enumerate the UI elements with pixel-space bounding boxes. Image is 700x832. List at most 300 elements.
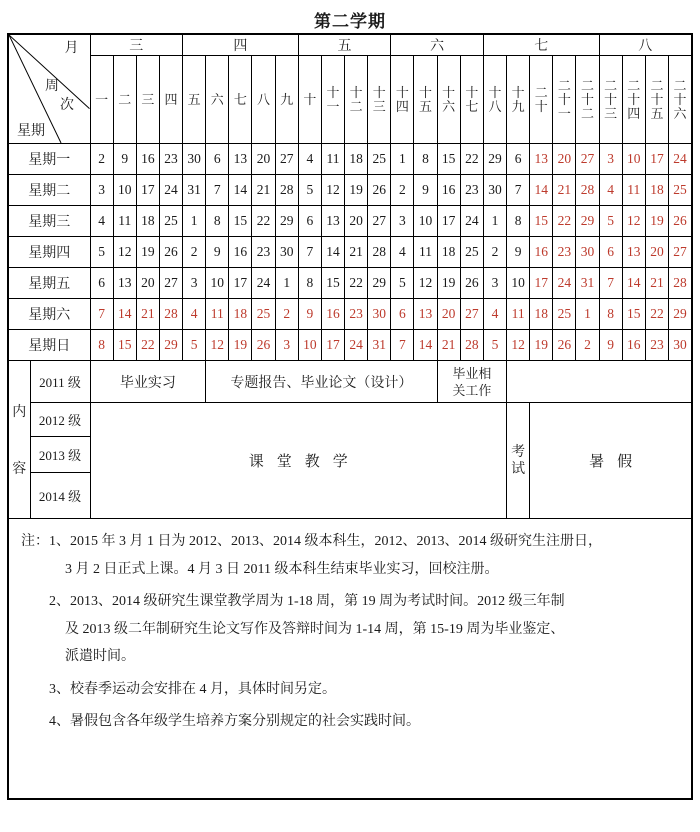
summer-vacation-cell: 暑假 bbox=[530, 403, 692, 519]
week-number-char: 二 bbox=[650, 77, 664, 93]
date-cell: 31 bbox=[576, 268, 599, 299]
date-cell: 17 bbox=[645, 144, 668, 175]
week-header bbox=[136, 56, 159, 144]
note: 2、2013、2014 级研究生课堂教学周为 1-18 周，第 19 周为考试时间。2012 级三年制 及 2013 级二年制研究生论文写作及答辩时间为 1-14 周，第 15-19 周为毕业鉴定、 派遣时间。 bbox=[49, 594, 565, 664]
date-cell: 30 bbox=[576, 237, 599, 268]
week-number-vertical bbox=[646, 57, 668, 143]
date-cell: 4 bbox=[483, 299, 506, 330]
date-cell: 26 bbox=[368, 175, 391, 206]
date-cell: 1 bbox=[391, 144, 414, 175]
notes-row bbox=[8, 519, 692, 799]
date-cell: 9 bbox=[206, 237, 229, 268]
date-cell: 19 bbox=[437, 268, 460, 299]
week-number-char: 九 bbox=[280, 91, 294, 107]
date-cell: 9 bbox=[414, 175, 437, 206]
date-cell: 15 bbox=[113, 330, 136, 361]
date-cell: 2 bbox=[275, 299, 298, 330]
week-header bbox=[391, 56, 414, 144]
weekday-row bbox=[8, 299, 692, 330]
date-cell: 29 bbox=[669, 299, 692, 330]
activity-cell: 专题报告、毕业论文（设计） bbox=[206, 361, 437, 403]
week-number-char: 四 bbox=[627, 105, 641, 121]
week-header bbox=[183, 56, 206, 144]
date-cell: 30 bbox=[483, 175, 506, 206]
date-cell: 17 bbox=[530, 268, 553, 299]
week-number-vertical bbox=[600, 57, 622, 143]
week-number-char: 一 bbox=[95, 91, 109, 107]
date-cell: 18 bbox=[437, 237, 460, 268]
weekday-row-label: 星期二 bbox=[8, 175, 90, 206]
week-number-char: 二 bbox=[604, 77, 618, 93]
week-header bbox=[252, 56, 275, 144]
date-cell: 5 bbox=[391, 268, 414, 299]
activity-cell: 毕业相关工作 bbox=[437, 361, 506, 403]
date-cell: 1 bbox=[183, 206, 206, 237]
content-section-char: 内 bbox=[12, 405, 27, 421]
corner-cell bbox=[8, 34, 90, 144]
date-cell: 16 bbox=[321, 299, 344, 330]
week-number-char: 十 bbox=[534, 98, 548, 114]
date-cell: 19 bbox=[229, 330, 252, 361]
date-cell: 8 bbox=[298, 268, 321, 299]
week-number-char: 二 bbox=[581, 77, 595, 93]
week-number-char: 二 bbox=[581, 105, 595, 121]
date-cell: 6 bbox=[90, 268, 113, 299]
date-cell: 21 bbox=[136, 299, 159, 330]
week-number-char: 八 bbox=[257, 91, 271, 107]
week-number-char: 一 bbox=[326, 98, 340, 114]
date-cell: 1 bbox=[275, 268, 298, 299]
date-cell: 31 bbox=[368, 330, 391, 361]
week-header bbox=[622, 56, 645, 144]
date-cell: 26 bbox=[553, 330, 576, 361]
date-cell: 2 bbox=[183, 237, 206, 268]
date-cell: 23 bbox=[252, 237, 275, 268]
date-cell: 3 bbox=[599, 144, 622, 175]
calendar-table bbox=[7, 33, 693, 800]
week-number-char: 四 bbox=[164, 91, 178, 107]
notes-cell bbox=[8, 519, 692, 799]
date-cell: 28 bbox=[159, 299, 182, 330]
date-cell: 3 bbox=[183, 268, 206, 299]
date-cell: 23 bbox=[345, 299, 368, 330]
date-cell: 2 bbox=[483, 237, 506, 268]
week-number-vertical bbox=[438, 57, 460, 143]
date-cell: 9 bbox=[298, 299, 321, 330]
week-number-vertical bbox=[114, 57, 136, 143]
date-cell: 28 bbox=[669, 268, 692, 299]
date-cell: 3 bbox=[483, 268, 506, 299]
week-number-vertical bbox=[160, 57, 182, 143]
date-cell: 29 bbox=[159, 330, 182, 361]
date-cell: 25 bbox=[159, 206, 182, 237]
week-number-char: 十 bbox=[650, 91, 664, 107]
date-cell: 2 bbox=[576, 330, 599, 361]
date-cell: 17 bbox=[229, 268, 252, 299]
week-header bbox=[437, 56, 460, 144]
week-number-char: 十 bbox=[557, 91, 571, 107]
date-cell: 27 bbox=[576, 144, 599, 175]
weekday-row-label: 星期日 bbox=[8, 330, 90, 361]
date-cell: 22 bbox=[460, 144, 483, 175]
week-number-char: 十 bbox=[303, 91, 317, 107]
week-number-char: 六 bbox=[673, 105, 687, 121]
date-cell: 13 bbox=[414, 299, 437, 330]
date-cell: 5 bbox=[298, 175, 321, 206]
date-cell: 23 bbox=[645, 330, 668, 361]
grade-label: 2014 级 bbox=[30, 473, 90, 519]
week-header bbox=[507, 56, 530, 144]
week-number-char: 二 bbox=[557, 77, 571, 93]
weekday-row-label: 星期三 bbox=[8, 206, 90, 237]
content-row-2012 bbox=[8, 403, 692, 437]
date-cell: 24 bbox=[669, 144, 692, 175]
date-cell: 18 bbox=[136, 206, 159, 237]
week-header bbox=[483, 56, 506, 144]
weekday-row bbox=[8, 206, 692, 237]
week-number-char: 五 bbox=[187, 91, 201, 107]
date-cell: 30 bbox=[183, 144, 206, 175]
content-row-2011 bbox=[8, 361, 692, 403]
weekday-row bbox=[8, 175, 692, 206]
date-cell: 14 bbox=[622, 268, 645, 299]
week-number-char: 二 bbox=[349, 98, 363, 114]
date-cell: 9 bbox=[507, 237, 530, 268]
week-number-char: 四 bbox=[395, 98, 409, 114]
week-number-char: 二 bbox=[534, 84, 548, 100]
week-number-char: 九 bbox=[511, 98, 525, 114]
week-number-char: 七 bbox=[465, 98, 479, 114]
week-number-vertical bbox=[91, 57, 113, 143]
weekday-row-label: 星期一 bbox=[8, 144, 90, 175]
week-header bbox=[90, 56, 113, 144]
date-cell: 4 bbox=[599, 175, 622, 206]
date-cell: 15 bbox=[530, 206, 553, 237]
date-cell: 11 bbox=[113, 206, 136, 237]
date-cell: 25 bbox=[252, 299, 275, 330]
date-cell: 26 bbox=[252, 330, 275, 361]
date-cell: 8 bbox=[507, 206, 530, 237]
week-number-vertical bbox=[391, 57, 413, 143]
week-number-char: 三 bbox=[372, 98, 386, 114]
date-cell: 15 bbox=[321, 268, 344, 299]
week-number-char: 十 bbox=[627, 91, 641, 107]
date-cell: 10 bbox=[414, 206, 437, 237]
activity-cell: 毕业实习 bbox=[90, 361, 206, 403]
grade-label: 2012 级 bbox=[30, 403, 90, 437]
week-header bbox=[530, 56, 553, 144]
date-cell: 7 bbox=[298, 237, 321, 268]
date-cell: 23 bbox=[159, 144, 182, 175]
date-cell: 20 bbox=[345, 206, 368, 237]
week-number-vertical bbox=[299, 57, 321, 143]
corner-weekday-label: 星期 bbox=[17, 124, 45, 139]
date-cell: 19 bbox=[345, 175, 368, 206]
corner-week-label-char1: 周 bbox=[45, 79, 59, 94]
week-number-char: 六 bbox=[442, 98, 456, 114]
date-cell: 12 bbox=[414, 268, 437, 299]
date-cell: 15 bbox=[437, 144, 460, 175]
week-header bbox=[645, 56, 668, 144]
note: 注：1、2015 年 3 月 1 日为 2012、2013、2014 级本科生，2012、2013、2014 级研究生注册日， 3 月 2 日正式上课。4 月 3 日 2011 级本科生结束毕业实习，回校注册。 bbox=[21, 534, 602, 577]
date-cell: 12 bbox=[622, 206, 645, 237]
date-cell: 29 bbox=[368, 268, 391, 299]
week-number-vertical bbox=[553, 57, 575, 143]
date-cell: 18 bbox=[645, 175, 668, 206]
date-cell: 5 bbox=[483, 330, 506, 361]
date-cell: 11 bbox=[321, 144, 344, 175]
week-header bbox=[576, 56, 599, 144]
date-cell: 20 bbox=[645, 237, 668, 268]
date-cell: 14 bbox=[321, 237, 344, 268]
week-header bbox=[206, 56, 229, 144]
exam-char: 试 bbox=[511, 461, 526, 477]
week-header bbox=[414, 56, 437, 144]
date-cell: 19 bbox=[645, 206, 668, 237]
date-cell: 27 bbox=[669, 237, 692, 268]
date-cell: 20 bbox=[553, 144, 576, 175]
week-number-char: 十 bbox=[604, 91, 618, 107]
week-header bbox=[321, 56, 344, 144]
date-cell: 20 bbox=[252, 144, 275, 175]
date-cell: 14 bbox=[113, 299, 136, 330]
date-cell: 30 bbox=[669, 330, 692, 361]
week-number-vertical bbox=[461, 57, 483, 143]
page-title: 第二学期 bbox=[314, 12, 386, 31]
week-number-char: 十 bbox=[673, 91, 687, 107]
corner-week-label-char2: 次 bbox=[60, 98, 74, 113]
date-cell: 28 bbox=[275, 175, 298, 206]
week-number-char: 二 bbox=[627, 77, 641, 93]
week-number-vertical bbox=[206, 57, 228, 143]
date-cell: 21 bbox=[345, 237, 368, 268]
date-cell: 1 bbox=[576, 299, 599, 330]
date-cell: 11 bbox=[622, 175, 645, 206]
date-cell: 27 bbox=[368, 206, 391, 237]
weekday-row-label: 星期五 bbox=[8, 268, 90, 299]
month-header-row bbox=[8, 34, 692, 56]
date-cell: 4 bbox=[183, 299, 206, 330]
week-number-char: 五 bbox=[650, 105, 664, 121]
week-number-char: 十 bbox=[442, 84, 456, 100]
weekday-row-label: 星期六 bbox=[8, 299, 90, 330]
date-cell: 22 bbox=[345, 268, 368, 299]
date-cell: 5 bbox=[599, 206, 622, 237]
date-cell: 15 bbox=[622, 299, 645, 330]
corner-month-label: 月 bbox=[64, 41, 79, 56]
date-cell: 24 bbox=[159, 175, 182, 206]
date-cell: 14 bbox=[229, 175, 252, 206]
exam-cell bbox=[507, 403, 530, 519]
date-cell: 20 bbox=[437, 299, 460, 330]
date-cell: 13 bbox=[321, 206, 344, 237]
date-cell: 6 bbox=[599, 237, 622, 268]
week-number-vertical bbox=[414, 57, 436, 143]
week-number-vertical bbox=[345, 57, 367, 143]
week-number-vertical bbox=[507, 57, 529, 143]
content-section-label-vertical bbox=[9, 365, 30, 515]
date-cell: 16 bbox=[437, 175, 460, 206]
date-cell: 22 bbox=[136, 330, 159, 361]
date-cell: 14 bbox=[414, 330, 437, 361]
date-cell: 22 bbox=[553, 206, 576, 237]
date-cell: 21 bbox=[645, 268, 668, 299]
date-cell: 16 bbox=[622, 330, 645, 361]
date-cell: 24 bbox=[252, 268, 275, 299]
week-number-vertical bbox=[623, 57, 645, 143]
date-cell: 4 bbox=[391, 237, 414, 268]
date-cell: 7 bbox=[90, 299, 113, 330]
date-cell: 27 bbox=[460, 299, 483, 330]
week-header bbox=[368, 56, 391, 144]
date-cell: 13 bbox=[530, 144, 553, 175]
date-cell: 16 bbox=[136, 144, 159, 175]
date-cell: 30 bbox=[368, 299, 391, 330]
weekday-row bbox=[8, 268, 692, 299]
date-cell: 24 bbox=[460, 206, 483, 237]
date-cell: 25 bbox=[669, 175, 692, 206]
week-number-char: 七 bbox=[233, 91, 247, 107]
week-number-char: 八 bbox=[488, 98, 502, 114]
date-cell: 17 bbox=[321, 330, 344, 361]
date-cell: 29 bbox=[483, 144, 506, 175]
week-number-vertical bbox=[183, 57, 205, 143]
date-cell: 17 bbox=[136, 175, 159, 206]
date-cell: 8 bbox=[414, 144, 437, 175]
date-cell: 7 bbox=[507, 175, 530, 206]
date-cell: 22 bbox=[252, 206, 275, 237]
date-cell: 21 bbox=[252, 175, 275, 206]
date-cell: 7 bbox=[391, 330, 414, 361]
date-cell: 2 bbox=[391, 175, 414, 206]
date-cell: 16 bbox=[530, 237, 553, 268]
teaching-cell: 课堂教学 bbox=[90, 403, 507, 519]
date-cell: 22 bbox=[645, 299, 668, 330]
week-number-char: 十 bbox=[488, 84, 502, 100]
date-cell: 13 bbox=[113, 268, 136, 299]
week-number-char: 十 bbox=[511, 84, 525, 100]
date-cell: 9 bbox=[113, 144, 136, 175]
week-header bbox=[229, 56, 252, 144]
month-header: 四 bbox=[183, 34, 299, 56]
content-section-char: 容 bbox=[12, 461, 27, 477]
date-cell: 25 bbox=[368, 144, 391, 175]
date-cell: 8 bbox=[206, 206, 229, 237]
date-cell: 26 bbox=[669, 206, 692, 237]
date-cell: 29 bbox=[576, 206, 599, 237]
week-number-char: 三 bbox=[141, 91, 155, 107]
date-cell: 26 bbox=[159, 237, 182, 268]
date-cell: 1 bbox=[483, 206, 506, 237]
note: 3、校春季运动会安排在 4 月，具体时间另定。 bbox=[49, 681, 336, 697]
date-cell: 28 bbox=[576, 175, 599, 206]
date-cell: 4 bbox=[90, 206, 113, 237]
date-cell: 3 bbox=[275, 330, 298, 361]
date-cell: 10 bbox=[206, 268, 229, 299]
week-header bbox=[669, 56, 692, 144]
week-number-vertical bbox=[368, 57, 390, 143]
grade-label: 2013 级 bbox=[30, 437, 90, 473]
content-section-label bbox=[8, 361, 30, 519]
date-cell: 3 bbox=[90, 175, 113, 206]
date-cell: 12 bbox=[113, 237, 136, 268]
week-number-vertical bbox=[229, 57, 251, 143]
week-number-vertical bbox=[669, 57, 691, 143]
weekday-row bbox=[8, 330, 692, 361]
week-header bbox=[599, 56, 622, 144]
date-cell: 19 bbox=[136, 237, 159, 268]
date-cell: 5 bbox=[183, 330, 206, 361]
date-cell: 13 bbox=[229, 144, 252, 175]
empty-cell bbox=[507, 361, 692, 403]
date-cell: 9 bbox=[599, 330, 622, 361]
weekday-row bbox=[8, 237, 692, 268]
week-header bbox=[275, 56, 298, 144]
date-cell: 26 bbox=[460, 268, 483, 299]
date-cell: 3 bbox=[391, 206, 414, 237]
week-number-char: 十 bbox=[581, 91, 595, 107]
week-number-char: 十 bbox=[419, 84, 433, 100]
week-number-char: 十 bbox=[465, 84, 479, 100]
date-cell: 14 bbox=[530, 175, 553, 206]
date-cell: 11 bbox=[507, 299, 530, 330]
date-cell: 8 bbox=[599, 299, 622, 330]
date-cell: 21 bbox=[437, 330, 460, 361]
week-number-char: 一 bbox=[557, 105, 571, 121]
date-cell: 13 bbox=[622, 237, 645, 268]
week-number-char: 十 bbox=[349, 84, 363, 100]
month-header: 六 bbox=[391, 34, 484, 56]
week-number-char: 二 bbox=[673, 77, 687, 93]
date-cell: 6 bbox=[206, 144, 229, 175]
date-cell: 10 bbox=[622, 144, 645, 175]
date-cell: 6 bbox=[391, 299, 414, 330]
date-cell: 10 bbox=[507, 268, 530, 299]
date-cell: 11 bbox=[414, 237, 437, 268]
date-cell: 18 bbox=[345, 144, 368, 175]
date-cell: 16 bbox=[229, 237, 252, 268]
date-cell: 23 bbox=[460, 175, 483, 206]
date-cell: 6 bbox=[507, 144, 530, 175]
date-cell: 10 bbox=[113, 175, 136, 206]
date-cell: 18 bbox=[229, 299, 252, 330]
week-number-char: 二 bbox=[118, 91, 132, 107]
date-cell: 28 bbox=[460, 330, 483, 361]
date-cell: 7 bbox=[599, 268, 622, 299]
month-header: 五 bbox=[298, 34, 391, 56]
week-number-char: 十 bbox=[326, 84, 340, 100]
date-cell: 27 bbox=[275, 144, 298, 175]
week-number-char: 十 bbox=[372, 84, 386, 100]
week-number-vertical bbox=[137, 57, 159, 143]
week-header bbox=[159, 56, 182, 144]
date-cell: 27 bbox=[159, 268, 182, 299]
month-header: 三 bbox=[90, 34, 183, 56]
date-cell: 15 bbox=[229, 206, 252, 237]
month-header: 八 bbox=[599, 34, 692, 56]
date-cell: 31 bbox=[183, 175, 206, 206]
week-number-vertical bbox=[252, 57, 274, 143]
week-header-row bbox=[8, 56, 692, 144]
week-number-vertical bbox=[530, 57, 552, 143]
date-cell: 6 bbox=[298, 206, 321, 237]
date-cell: 12 bbox=[206, 330, 229, 361]
date-cell: 25 bbox=[553, 299, 576, 330]
date-cell: 5 bbox=[90, 237, 113, 268]
week-number-vertical bbox=[484, 57, 506, 143]
date-cell: 8 bbox=[90, 330, 113, 361]
date-cell: 2 bbox=[90, 144, 113, 175]
